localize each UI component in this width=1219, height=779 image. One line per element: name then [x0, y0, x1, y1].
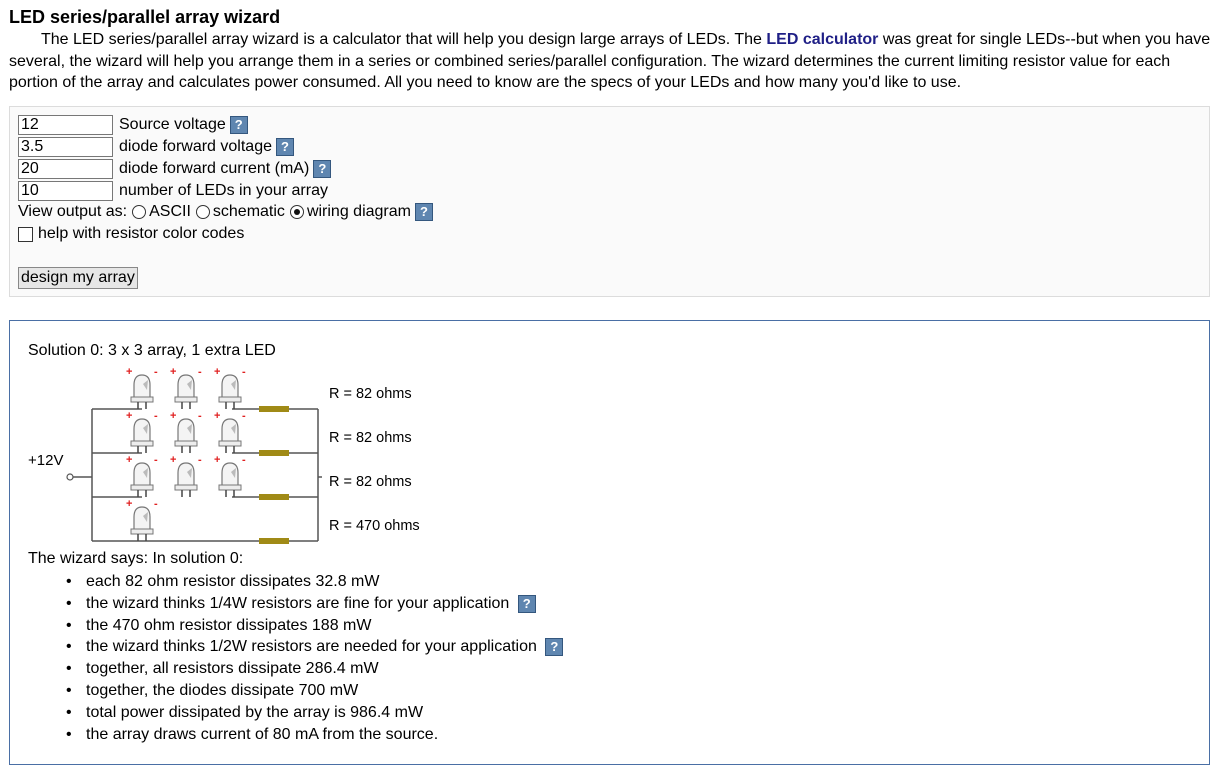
source-voltage-input[interactable]: [18, 115, 113, 135]
color-codes-checkbox[interactable]: [18, 227, 33, 242]
forward-current-label: diode forward current (mA): [119, 160, 310, 177]
help-icon[interactable]: ?: [313, 160, 331, 178]
page-title: LED series/parallel array wizard: [9, 7, 281, 27]
radio-schematic[interactable]: [196, 205, 210, 219]
field-row: [18, 115, 248, 135]
svg-text:-: -: [198, 410, 202, 422]
design-array-button[interactable]: design my array: [18, 267, 138, 289]
field-row: [18, 137, 294, 157]
list-item-text: the wizard thinks 1/4W resistors are fine for your application: [86, 594, 510, 612]
source-voltage-label: Source voltage: [119, 116, 226, 133]
help-icon[interactable]: ?: [518, 595, 536, 613]
forward-voltage-input[interactable]: [18, 137, 113, 157]
option-ascii-label: ASCII: [149, 203, 191, 220]
svg-text:+: +: [126, 454, 133, 466]
help-icon[interactable]: ?: [230, 116, 248, 134]
svg-text:-: -: [154, 410, 158, 422]
radio-wiring-diagram[interactable]: [290, 205, 304, 219]
svg-text:+: +: [126, 498, 133, 510]
list-item: [66, 615, 563, 637]
color-codes-label: help with resistor color codes: [38, 225, 245, 242]
view-output-label: View output as:: [18, 203, 128, 220]
list-item: [66, 658, 563, 680]
resistor-label: R = 82 ohms: [329, 474, 412, 490]
svg-text:+: +: [126, 410, 133, 422]
svg-text:+: +: [126, 367, 133, 378]
led-calculator-link[interactable]: LED calculator: [766, 31, 879, 48]
list-item-text: the array draws current of 80 mA from the source.: [86, 725, 439, 743]
source-voltage-label: +12V: [28, 452, 64, 469]
svg-text:-: -: [198, 367, 202, 378]
svg-text:-: -: [242, 410, 246, 422]
svg-text:-: -: [198, 454, 202, 466]
solution-title: Solution 0: 3 x 3 array, 1 extra LED: [28, 342, 276, 359]
list-item: [66, 593, 563, 615]
output-options-row: [18, 202, 433, 222]
list-item: [66, 636, 563, 658]
list-item: [66, 571, 563, 593]
resistor-label: R = 82 ohms: [329, 430, 412, 446]
intro-paragraph: [9, 29, 1212, 94]
wiring-diagram: [22, 367, 322, 549]
svg-text:+: +: [214, 410, 221, 422]
resistor-label: R = 82 ohms: [329, 386, 412, 402]
list-item: [66, 680, 563, 702]
svg-text:-: -: [242, 454, 246, 466]
option-wiring-label: wiring diagram: [306, 203, 411, 220]
results-list: [66, 571, 563, 745]
help-icon[interactable]: ?: [415, 203, 433, 221]
list-item: [66, 724, 563, 746]
list-item-text: together, the diodes dissipate 700 mW: [86, 681, 359, 699]
help-icon[interactable]: ?: [276, 138, 294, 156]
list-item-text: together, all resistors dissipate 286.4 mW: [86, 660, 379, 678]
svg-text:+: +: [170, 454, 177, 466]
color-codes-row: [18, 224, 244, 244]
svg-text:+: +: [170, 367, 177, 378]
wizard-form: [9, 106, 1210, 297]
svg-text:+: +: [170, 410, 177, 422]
field-row: [18, 181, 328, 201]
list-item: [66, 702, 563, 724]
svg-text:-: -: [154, 498, 158, 510]
list-item-text: the wizard thinks 1/2W resistors are needed for your application: [86, 638, 537, 656]
result-panel: [9, 320, 1210, 765]
svg-text:-: -: [242, 367, 246, 378]
intro-text-2: was great for single LEDs--but when you have several, the wizard will help you arrange them in a series or combined series/parallel configuration. The wizard determines the current limiting resistor value for each portion of the array and calculates power consumed. All you need to know are the specs of your LEDs and how many you'd like to use.: [9, 31, 1211, 91]
svg-text:+: +: [214, 367, 221, 378]
led-count-label: number of LEDs in your array: [119, 182, 328, 199]
svg-text:+: +: [214, 454, 221, 466]
list-item-text: total power dissipated by the array is 986.4 mW: [86, 703, 424, 721]
option-schematic-label: schematic: [212, 203, 285, 220]
led-count-input[interactable]: [18, 181, 113, 201]
forward-current-input[interactable]: [18, 159, 113, 179]
svg-text:-: -: [154, 367, 158, 378]
field-row: [18, 159, 331, 179]
wizard-says: The wizard says: In solution 0:: [28, 550, 244, 567]
resistor-label: R = 470 ohms: [329, 518, 420, 534]
help-icon[interactable]: ?: [545, 638, 563, 656]
list-item-text: the 470 ohm resistor dissipates 188 mW: [86, 616, 372, 634]
list-item-text: each 82 ohm resistor dissipates 32.8 mW: [86, 573, 380, 590]
forward-voltage-label: diode forward voltage: [119, 138, 272, 155]
radio-ascii[interactable]: [132, 205, 146, 219]
intro-text-1: The LED series/parallel array wizard is a calculator that will help you design large arrays of LEDs. The: [41, 31, 767, 48]
svg-text:-: -: [154, 454, 158, 466]
